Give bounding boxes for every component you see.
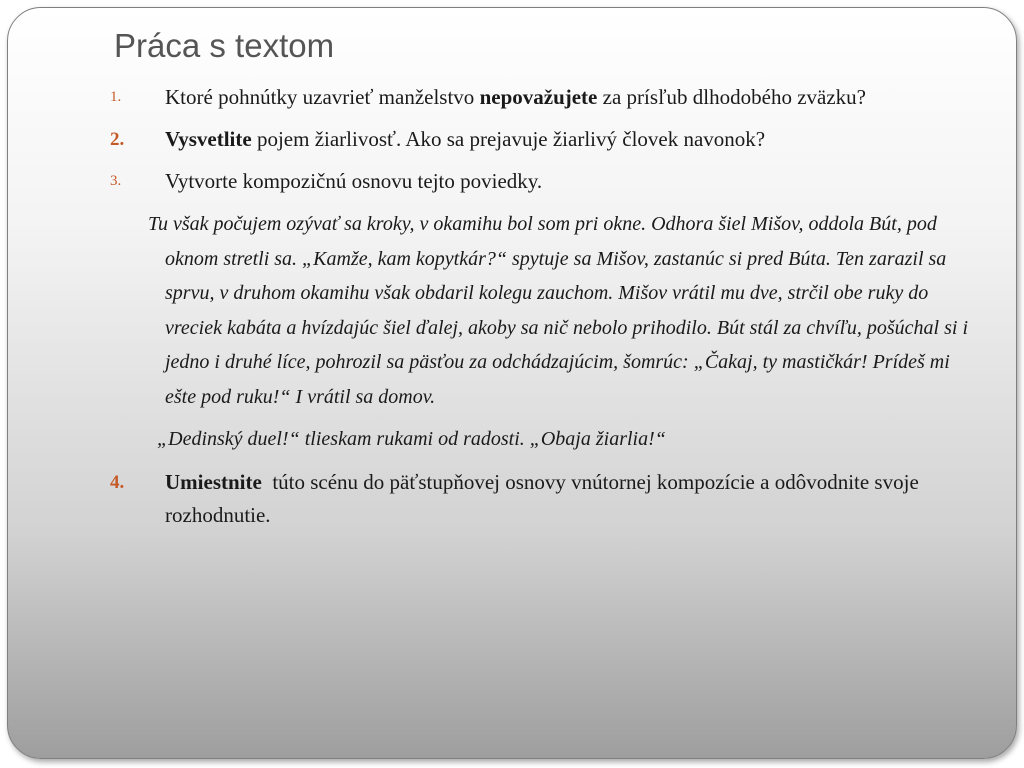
list-number: 1. [110, 89, 122, 105]
list-number: 2. [110, 129, 125, 150]
slide-content [104, 81, 976, 541]
item-text: Ktoré pohnútky uzavrieť manželstvo [165, 85, 480, 109]
list-item-1 [104, 81, 976, 114]
quote-paragraph: Tu však počujem ozývať sa kroky, v okamihu bol som pri okne. Odhora šiel Mišov, oddola Bút, pod oknom stretli sa. „Kamže, kam kopytkár?“ spytuje sa Mišov, zastanúc si pred Búta. Ten zarazil sa sprvu, v druhom okamihu však obdaril kolegu zauchom. Mišov vrátil mu dve, strčil obe ruky do vreciek kabáta a hvízdajúc šiel ďalej, akoby sa nič nebolo prihodilo. Bút stál za chvíľu, pošúchal si i jedno i druhé líce, pohrozil sa päsťou za odchádzajúcim, šomrúc: „Čakaj, ty mastičkár! Prídeš mi ešte pod ruku!“ I vrátil sa domov. [148, 213, 969, 408]
list-item-4 [104, 466, 976, 532]
item-bold-text: Umiestnite [165, 470, 262, 494]
quote-line: „Dedinský duel!“ tlieskam rukami od radosti. „Obaja žiarlia!“ [157, 428, 666, 450]
list-number: 3. [110, 173, 122, 189]
slide-title: Práca s textom [114, 27, 335, 64]
item-bold-text: Vysvetlite [165, 127, 252, 151]
item-text: túto scénu do päťstupňovej osnovy vnútornej kompozície a odôvodnite svoje rozhodnutie. [165, 470, 925, 527]
list-item-2 [104, 123, 976, 156]
slide [7, 7, 1017, 759]
item-text: za prísľub dlhodobého zväzku? [597, 85, 866, 109]
list-item-3 [104, 165, 976, 198]
item-text: pojem žiarlivosť. Ako sa prejavuje žiarlivý človek navonok? [251, 127, 766, 151]
item-text: Vytvorte kompozičnú osnovu tejto poviedky. [165, 169, 543, 193]
item-bold-text: nepovažujete [479, 85, 598, 109]
list-number: 4. [110, 472, 125, 493]
